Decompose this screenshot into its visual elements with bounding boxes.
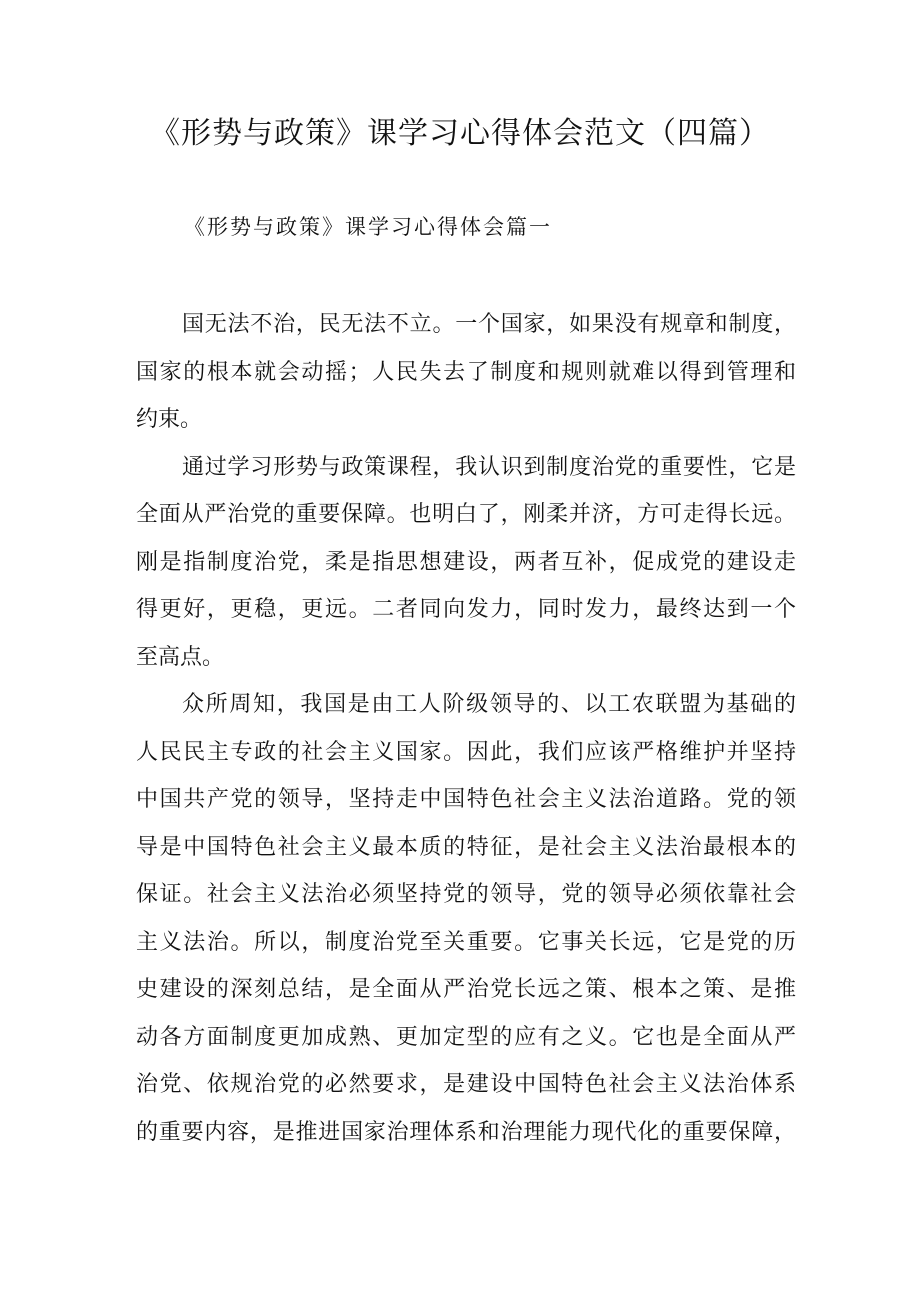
paragraph-line: 导是中国特色社会主义最本质的特征，是社会主义法治最根本的 — [136, 834, 796, 860]
paragraph-line: 众所周知，我国是由工人阶级领导的、以工农联盟为基础的 — [182, 692, 796, 717]
paragraph-line: 全面从严治党的重要保障。也明白了，刚柔并济，方可走得长远。 — [136, 502, 796, 527]
paragraph-line: 治党、依规治党的必然要求，是建设中国特色社会主义法治体系 — [136, 1072, 796, 1097]
paragraph-line: 刚是指制度治党，柔是指思想建设，两者互补，促成党的建设走 — [136, 549, 796, 575]
paragraph-line: 约束。 — [136, 407, 203, 432]
paragraph-line: 国无法不治，民无法不立。一个国家，如果没有规章和制度， — [182, 312, 796, 337]
paragraph-line: 通过学习形势与政策课程，我认识到制度治党的重要性，它是 — [182, 454, 796, 480]
paragraph-line: 史建设的深刻总结，是全面从严治党长远之策、根本之策、是推 — [136, 977, 796, 1002]
paragraph-line: 主义法治。所以，制度治党至关重要。它事关长远，它是党的历 — [136, 929, 796, 955]
section-heading: 《形势与政策》课学习心得体会篇一 — [184, 215, 552, 239]
paragraph-line: 的重要内容，是推进国家治理体系和治理能力现代化的重要保障， — [136, 1119, 796, 1145]
paragraph-line: 保证。社会主义法治必须坚持党的领导，党的领导必须依靠社会 — [136, 882, 796, 907]
body-text — [136, 301, 796, 1156]
paragraph-line: 动各方面制度更加成熟、更加定型的应有之义。它也是全面从严 — [136, 1024, 796, 1050]
paragraph-line: 人民民主专政的社会主义国家。因此，我们应该严格维护并坚持 — [136, 739, 796, 765]
paragraph-line: 至高点。 — [136, 644, 225, 670]
paragraph-line: 得更好，更稳，更远。二者同向发力，同时发力，最终达到一个 — [136, 597, 796, 622]
paragraph-line: 国家的根本就会动摇；人民失去了制度和规则就难以得到管理和 — [136, 359, 796, 385]
document-title: 《形势与政策》课学习心得体会范文（四篇） — [150, 116, 770, 151]
paragraph-line: 中国共产党的领导，坚持走中国特色社会主义法治道路。党的领 — [136, 787, 796, 812]
